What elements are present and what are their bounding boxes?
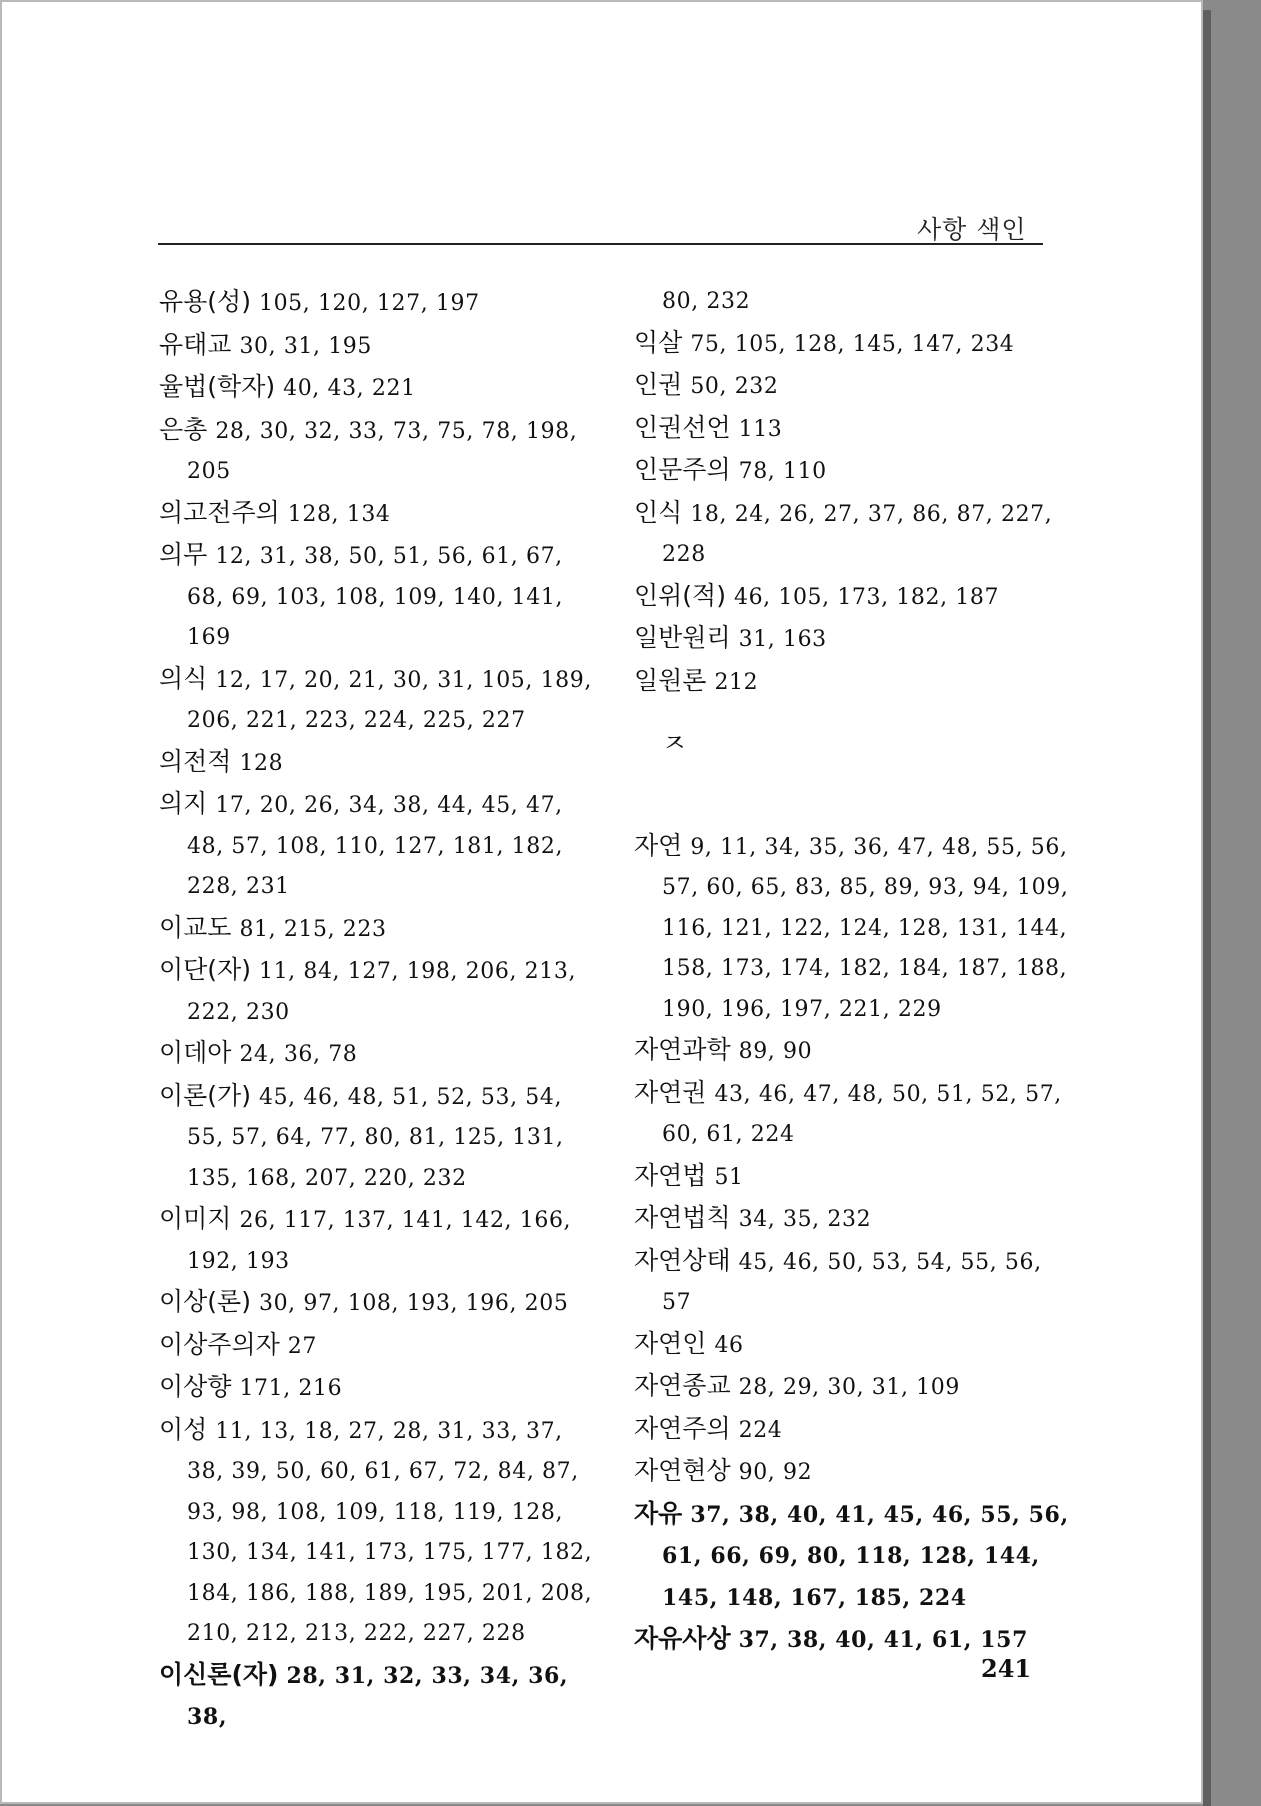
page-number: 241 — [981, 1654, 1032, 1683]
index-entry — [634, 1030, 1074, 1073]
index-pages: 40, 43, 221 — [283, 376, 416, 401]
index-term: 자연종교 — [634, 1371, 731, 1400]
page-edge-shadow — [1203, 10, 1211, 1806]
index-entry — [634, 1324, 1074, 1367]
index-term: 이상주의자 — [159, 1329, 280, 1359]
index-entry — [159, 1367, 599, 1410]
index-entry — [634, 450, 1074, 493]
index-entry — [159, 1410, 599, 1655]
index-pages: 30, 31, 195 — [239, 333, 373, 359]
index-entry — [634, 1198, 1074, 1241]
index-pages: 12, 17, 20, 21, 30, 31, 105, 189, 206, 221, 223, 224, 225, 227 — [187, 667, 592, 733]
index-term: 의고전주의 — [159, 497, 280, 527]
index-term: 의전적 — [159, 746, 232, 776]
index-entry — [159, 493, 599, 536]
index-term: 인권선언 — [634, 412, 731, 442]
index-term: 이상(론) — [159, 1287, 251, 1316]
index-pages: 90, 92 — [738, 1460, 813, 1485]
index-term: 이성 — [159, 1414, 208, 1444]
index-entry — [159, 535, 599, 659]
index-pages: 43, 46, 47, 48, 50, 51, 52, 57, 60, 61, 224 — [662, 1081, 1062, 1147]
index-pages: 51 — [714, 1164, 744, 1190]
index-entry — [159, 410, 599, 493]
index-pages: 212 — [714, 669, 759, 695]
index-term: 자연 — [634, 830, 683, 860]
header-rule — [158, 243, 1043, 245]
index-pages: 75, 105, 128, 145, 147, 234 — [690, 331, 1015, 357]
index-continuation: 80, 232 — [662, 289, 751, 314]
index-entry — [634, 408, 1074, 451]
index-pages: 28, 30, 32, 33, 73, 75, 78, 198, 205 — [187, 418, 578, 484]
index-term: 일원론 — [634, 665, 707, 695]
index-pages: 24, 36, 78 — [239, 1042, 358, 1067]
index-entry — [634, 365, 1074, 408]
section-letter-heading: ㅈ — [662, 729, 688, 759]
index-entry — [159, 742, 599, 785]
index-pages: 45, 46, 50, 53, 54, 55, 56, 57 — [662, 1249, 1042, 1315]
index-pages: 17, 20, 26, 34, 38, 44, 45, 47, 48, 57, 108, 110, 127, 181, 182, 228, 231 — [187, 793, 564, 899]
index-term: 의지 — [159, 789, 208, 818]
index-term: 인식 — [634, 497, 683, 527]
index-column-right — [634, 282, 1074, 1662]
index-term: 자연과학 — [634, 1035, 731, 1064]
index-term: 이론(가) — [159, 1080, 251, 1110]
index-term: 자연인 — [634, 1328, 707, 1358]
index-column-left — [159, 282, 599, 1739]
index-entry — [634, 1494, 1074, 1620]
index-term: 은총 — [159, 414, 208, 444]
index-pages: 45, 46, 48, 51, 52, 53, 54, 55, 57, 64, 77, 80, 81, 125, 131, 135, 168, 207, 220, 232 — [187, 1084, 564, 1191]
index-term: 자유 — [634, 1498, 683, 1528]
index-pages: 81, 215, 223 — [239, 916, 387, 942]
index-term: 이신론(자) — [159, 1659, 279, 1689]
running-header: 사항 색인 — [917, 215, 1027, 244]
index-pages: 171, 216 — [239, 1376, 343, 1401]
index-pages: 37, 38, 40, 41, 45, 46, 55, 56, 61, 66, 69, 80, 118, 128, 144, 145, 148, 167, 185, 224 — [662, 1501, 1069, 1611]
index-term: 이미지 — [159, 1204, 232, 1233]
index-pages: 28, 29, 30, 31, 109 — [738, 1375, 960, 1400]
index-term: 자연현상 — [634, 1456, 731, 1485]
index-term: 이단(자) — [159, 955, 251, 984]
index-pages: 46, 105, 173, 182, 187 — [733, 584, 1000, 610]
index-pages: 46 — [714, 1332, 744, 1358]
index-term: 인문주의 — [634, 455, 731, 484]
index-entry — [159, 325, 599, 368]
index-term: 이상향 — [159, 1372, 232, 1401]
index-term: 일반원리 — [634, 623, 731, 652]
index-term: 유태교 — [159, 329, 232, 359]
index-term: 의무 — [159, 540, 208, 569]
index-entry — [159, 1033, 599, 1076]
index-entry — [159, 659, 599, 742]
index-pages: 9, 11, 34, 35, 36, 47, 48, 55, 56, 57, 60, 65, 83, 85, 89, 93, 94, 109, 116, 121, 122, 124, 128, 131, 144, 158, 173, 174, 182, 184, 187, 188, 190, 196, 197, 221, 229 — [662, 834, 1069, 1022]
index-entry — [634, 1451, 1074, 1494]
index-pages: 89, 90 — [738, 1039, 813, 1064]
index-pages: 26, 117, 137, 141, 142, 166, 192, 193 — [187, 1208, 572, 1274]
index-pages: 18, 24, 26, 27, 37, 86, 87, 227, 228 — [662, 501, 1053, 567]
index-entry — [159, 1199, 599, 1282]
index-term: 인권 — [634, 370, 683, 399]
index-entry — [634, 661, 1074, 704]
index-entry — [634, 493, 1074, 576]
index-term: 자연주의 — [634, 1413, 731, 1443]
index-term: 자연법 — [634, 1160, 707, 1190]
index-pages: 78, 110 — [738, 459, 827, 484]
index-pages: 37, 38, 40, 41, 61, 157 — [738, 1627, 1028, 1653]
index-entry — [159, 784, 599, 908]
index-pages: 30, 97, 108, 193, 196, 205 — [258, 1291, 569, 1316]
index-term: 자연법칙 — [634, 1203, 731, 1232]
index-entry — [159, 1655, 599, 1739]
index-pages: 105, 120, 127, 197 — [258, 291, 480, 316]
index-term: 유용(성) — [159, 287, 251, 316]
index-term: 익살 — [634, 327, 683, 357]
index-entry — [634, 323, 1074, 366]
index-pages: 113 — [738, 416, 783, 442]
index-pages: 224 — [738, 1417, 783, 1443]
index-pages: 128, 134 — [287, 501, 391, 527]
index-pages: 28, 31, 32, 33, 34, 36, 38, — [187, 1662, 569, 1730]
index-entry — [634, 576, 1074, 619]
index-pages: 34, 35, 232 — [738, 1207, 872, 1232]
index-entry — [159, 1325, 599, 1368]
index-entry — [634, 1409, 1074, 1452]
index-term: 자연권 — [634, 1077, 707, 1107]
index-entry — [159, 1076, 599, 1200]
index-pages: 11, 13, 18, 27, 28, 31, 33, 37, 38, 39, 50, 60, 61, 67, 72, 84, 87, 93, 98, 108, 109, 118, 119, 128, 130, 134, 141, 173, 175, 177, 182, 184, 186, 188, 189, 195, 201, 208, 210, 212, 213, 222, 227, 228 — [187, 1418, 593, 1646]
index-entry — [159, 950, 599, 1033]
index-entry — [159, 1282, 599, 1325]
index-entry — [634, 1366, 1074, 1409]
index-pages: 27 — [287, 1333, 317, 1359]
index-pages: 12, 31, 38, 50, 51, 56, 61, 67, 68, 69, 103, 108, 109, 140, 141, 169 — [187, 544, 564, 650]
index-term: 율법(학자) — [159, 372, 276, 401]
index-entry — [159, 908, 599, 951]
index-pages: 11, 84, 127, 198, 206, 213, 222, 230 — [187, 959, 577, 1025]
index-term: 의식 — [159, 663, 208, 693]
index-term: 이데아 — [159, 1038, 232, 1067]
index-pages: 128 — [239, 750, 284, 776]
index-term: 이교도 — [159, 912, 232, 942]
index-pages: 31, 163 — [738, 627, 827, 652]
index-entry — [634, 618, 1074, 661]
index-entry — [634, 1241, 1074, 1324]
index-entry — [634, 1073, 1074, 1156]
index-entry — [159, 282, 599, 325]
index-pages: 50, 232 — [690, 374, 779, 399]
index-term: 자유사상 — [634, 1624, 731, 1653]
index-term: 자연상태 — [634, 1245, 731, 1275]
index-entry — [634, 826, 1074, 1031]
index-entry — [634, 1156, 1074, 1199]
index-entry — [159, 367, 599, 410]
index-term: 인위(적) — [634, 580, 726, 610]
